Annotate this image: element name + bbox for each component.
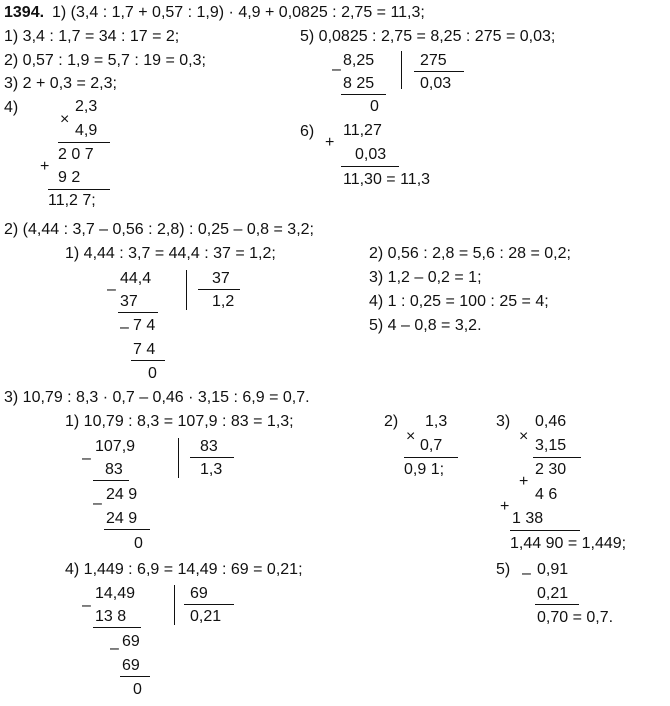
add-result: 11,30 = 11,3 [343,171,431,188]
div2-divisor: 37 [212,270,230,287]
mul3-line-2 [510,530,580,531]
add-term-a: 11,27 [343,122,382,139]
div4-line-1 [93,627,141,628]
mul-line-2 [48,189,110,190]
div1-quotient: 0,03 [420,75,452,92]
mul2-sign: × [406,428,416,445]
div3-partial: 24 9 [106,486,138,503]
mul3-partial-1: 2 30 [535,461,567,478]
div4-line-2 [120,676,150,677]
part1-expression: 1) (3,4 : 1,7 + 0,57 : 1,9) · 4,9 + 0,0825 : 2,75 = 11,3; [52,4,425,21]
div2-line-1 [118,312,158,313]
part1-step5: 5) 0,0825 : 2,75 = 8,25 : 275 = 0,03; [300,28,556,45]
part3-step2-label: 2) [384,413,399,430]
mul-plus-sign: + [40,158,50,175]
div2-remainder: 0 [148,365,157,382]
sub5-minuend: 0,91 [537,561,569,578]
part1-step4-label: 4) [4,99,19,116]
part2-expression: 2) (4,44 : 3,7 – 0,56 : 2,8) : 0,25 – 0,8 = 3,2; [4,221,314,238]
mul-partial-1: 2 0 7 [58,146,94,163]
part2-step2: 2) 0,56 : 2,8 = 5,6 : 28 = 0,2; [369,245,571,262]
sub5-sign: – [522,565,531,582]
div2-divisor-line [198,289,240,290]
part2-step5: 5) 4 – 0,8 = 3,2. [369,317,482,334]
sub5-subtrahend: 0,21 [537,585,569,602]
div4-subtrahend-2: 69 [122,657,140,674]
div3-line-2 [104,529,150,530]
div2-bracket [186,270,187,310]
div3-divisor: 83 [200,438,218,455]
div2-minus-2: – [120,319,129,336]
mul-factor-b: 4,9 [75,122,98,139]
part2-step3: 3) 1,2 – 0,2 = 1; [369,269,482,286]
part3-step3-label: 3) [496,413,511,430]
div3-divisor-line [190,457,234,458]
div1-bracket [401,51,402,89]
div2-partial: 7 4 [133,317,156,334]
div1-dividend: 8,25 [343,52,375,69]
mul-sign: × [60,111,70,128]
div3-dividend: 107,9 [95,438,136,455]
add-line [341,166,399,167]
mul2-result: 0,9 1; [404,461,445,478]
problem-number: 1394. [4,4,45,21]
mul3-plus-2: + [500,498,510,515]
sub5-line [535,604,579,605]
mul2-factor-b: 0,7 [420,437,443,454]
div1-minus: – [332,61,341,78]
div4-partial: 69 [122,633,140,650]
div3-line-1 [93,480,129,481]
div4-divisor: 69 [190,585,208,602]
div4-quotient: 0,21 [190,608,222,625]
div2-subtrahend-1: 37 [120,293,138,310]
part1-step1: 1) 3,4 : 1,7 = 34 : 17 = 2; [4,28,180,45]
mul3-factor-b: 3,15 [535,437,567,454]
part3-step4: 4) 1,449 : 6,9 = 14,49 : 69 = 0,21; [65,561,303,578]
mul2-factor-a: 1,3 [425,413,448,430]
mul-line-1 [58,142,110,143]
div4-subtrahend-1: 13 8 [95,608,127,625]
div3-bracket [178,438,179,478]
div2-quotient: 1,2 [212,293,235,310]
div2-subtrahend-2: 7 4 [133,341,156,358]
mul-factor-a: 2,3 [75,98,98,115]
mul2-line [404,457,458,458]
mul3-factor-a: 0,46 [535,413,567,430]
div4-dividend: 14,49 [95,585,136,602]
part3-step1: 1) 10,79 : 8,3 = 107,9 : 83 = 1,3; [65,413,294,430]
div2-line-2 [131,360,165,361]
part2-step1: 1) 4,44 : 3,7 = 44,4 : 37 = 1,2; [65,245,276,262]
div4-remainder: 0 [133,681,142,698]
div2-dividend: 44,4 [120,270,152,287]
add-sign: + [325,134,335,151]
mul3-result: 1,44 90 = 1,449; [510,535,627,552]
div3-quotient: 1,3 [200,461,223,478]
part1-step3: 3) 2 + 0,3 = 2,3; [4,75,117,92]
div3-subtrahend-1: 83 [105,461,123,478]
div1-divisor-line [414,71,464,72]
part2-step4: 4) 1 : 0,25 = 100 : 25 = 4; [369,293,549,310]
div3-subtrahend-2: 24 9 [106,510,138,527]
div1-remainder: 0 [370,98,379,115]
div3-remainder: 0 [134,535,143,552]
div4-minus-1: – [82,597,91,614]
div4-divisor-line [184,604,234,605]
part3-expression: 3) 10,79 : 8,3 · 0,7 – 0,46 · 3,15 : 6,9 = 0,7. [4,389,310,406]
mul3-sign: × [519,428,529,445]
mul3-plus-1: + [519,473,529,490]
mul3-partial-3: 1 38 [512,510,544,527]
div1-divisor: 275 [420,52,447,69]
sub5-result: 0,70 = 0,7. [537,609,614,626]
div4-bracket [174,585,175,625]
part1-step6-label: 6) [300,123,315,140]
add-term-b: 0,03 [355,146,387,163]
part3-step5-label: 5) [496,561,511,578]
mul-partial-2: 9 2 [58,169,81,186]
div1-subtrahend: 8 25 [343,75,375,92]
mul3-line-1 [533,457,581,458]
div4-minus-2: – [110,640,119,657]
mul-result: 11,2 7; [48,192,96,209]
part1-step2: 2) 0,57 : 1,9 = 5,7 : 19 = 0,3; [4,52,206,69]
div1-sub-line [341,94,386,95]
div3-minus-2: – [93,495,102,512]
div2-minus-1: – [107,281,116,298]
mul3-partial-2: 4 6 [535,486,558,503]
div3-minus-1: – [82,450,91,467]
